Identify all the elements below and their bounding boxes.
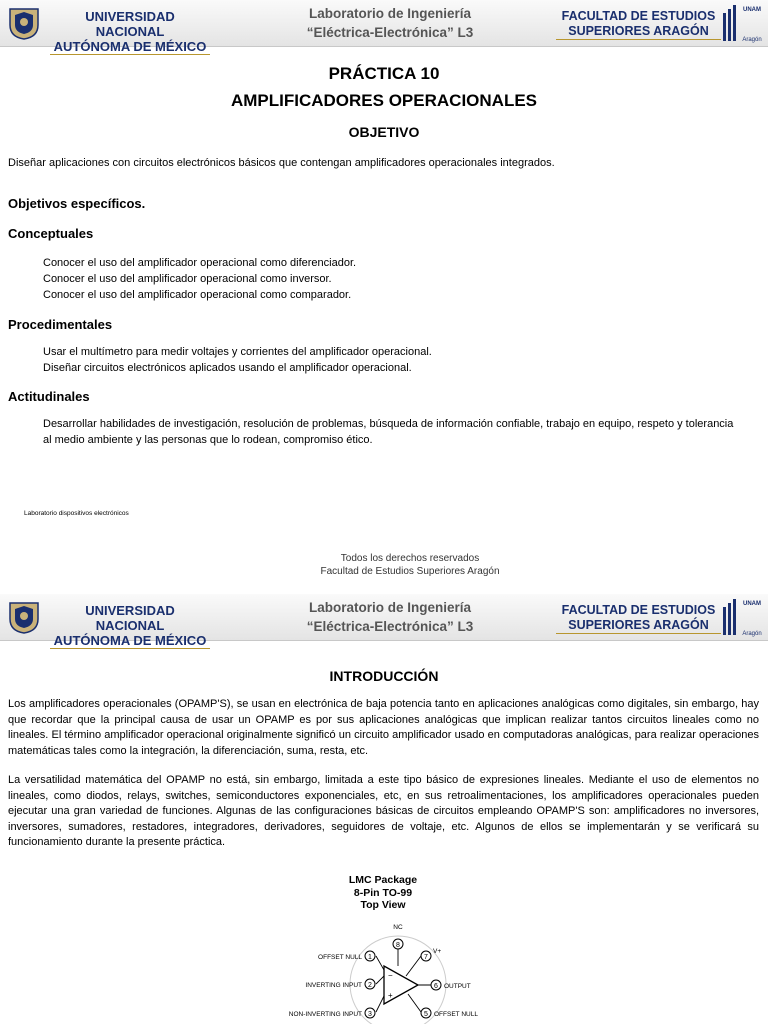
university-name	[50, 9, 210, 55]
fes-aragon-logo	[722, 3, 766, 43]
rights-line2: Facultad de Estudios Superiores Aragón	[320, 566, 500, 577]
pin-2-number: 2	[368, 982, 372, 989]
pin-inverting-label: INVERTING INPUT	[305, 982, 362, 989]
procedural-heading: Procedimentales	[8, 317, 113, 332]
pin-6-number: 6	[434, 983, 438, 990]
page2-header-banner	[0, 594, 768, 648]
list-item: Conocer el uso del amplificador operacional como inversor.	[43, 273, 332, 285]
list-item: Conocer el uso del amplificador operacional como comparador.	[43, 289, 352, 301]
faculty-name	[556, 9, 721, 40]
unam-crest-icon	[6, 599, 42, 635]
footer-note: Laboratorio dispositivos electrónicos	[24, 510, 129, 517]
fes-aragon-logo	[722, 597, 766, 637]
package-line3: Top View	[360, 899, 406, 911]
fes-logo-top-text: UNAM	[743, 601, 761, 607]
intro-paragraph-1: Los amplificadores operacionales (OPAMP'S), se usan en electrónica de baja potencia tanto en aplicaciones analógicas como digitales, sin embargo, hay que recordar que la principal causa de usar un OPAMP es por sus aplicaciones analógicas que implican realizar tantos circuitos lineales como no lineales. El término amplificador operacional originalmente significó un circuito amplificador usado en computadoras analógicas, para realizar operaciones matemáticas tales como la integración, la diferenciación, suma, resta, etc.	[8, 698, 759, 757]
package-caption	[320, 874, 446, 912]
rights-notice	[250, 552, 570, 578]
attitudinal-heading: Actitudinales	[8, 389, 90, 404]
list-item: Usar el multímetro para medir voltajes y corrientes del amplificador operacional.	[43, 346, 432, 358]
lab-title-line2: “Eléctrica-Electrónica” L3	[306, 25, 474, 40]
practice-number: PRÁCTICA 10	[328, 64, 440, 83]
pin-8-number: 8	[396, 942, 400, 949]
pin-nc-label: NC	[393, 924, 403, 931]
minus-sign: −	[388, 971, 393, 980]
opamp-pinout-diagram	[278, 920, 488, 1024]
faculty-line1: FACULTAD DE ESTUDIOS	[561, 9, 716, 23]
university-name	[50, 603, 210, 649]
pin-5-number: 5	[424, 1011, 428, 1018]
procedural-list	[43, 344, 432, 376]
specific-objectives-heading: Objetivos específicos.	[8, 196, 146, 211]
pin-output-label: OUTPUT	[444, 983, 471, 990]
university-line2: AUTÓNOMA DE MÉXICO	[50, 39, 210, 55]
pin-3-number: 3	[368, 1011, 372, 1018]
conceptual-list	[43, 255, 356, 303]
lab-title-line1: Laboratorio de Ingeniería	[308, 600, 472, 615]
university-line1: UNIVERSIDAD NACIONAL	[85, 603, 175, 633]
pin-offset-null-right-label: OFFSET NULL	[434, 1011, 478, 1018]
page1-header-banner	[0, 0, 768, 54]
pin-vplus-label: V+	[433, 948, 442, 955]
intro-paragraph-2: La versatilidad matemática del OPAMP no está, sin embargo, limitada a este tipo básico de expresiones lineales. Mediante el uso de elementos no lineales, como diodos, relays, switches, semiconductores exponenciales, etc, en sus retroalimentaciones, los amplificadores operacionales pueden ejecutar una gran variedad de funciones. Algunas de las configuraciones básicas de circuitos empleando OPAMP'S son: amplificadores no inversores, inversores, sumadores, restadores, integradores, derivadores, seguidores de voltaje, etc. Algunos de ellos se implementarán y se verificará su funcionamiento durante la presente práctica.	[8, 774, 759, 848]
list-item: Diseñar circuitos electrónicos aplicados usando el amplificador operacional.	[43, 362, 412, 374]
unam-crest-icon	[6, 5, 42, 41]
rights-line1: Todos los derechos reservados	[340, 553, 480, 564]
lab-title	[270, 4, 510, 42]
pin-1-number: 1	[368, 954, 372, 961]
lab-title	[270, 598, 510, 636]
pin-offset-null-left-label: OFFSET NULL	[318, 954, 362, 961]
fes-logo-bottom-text: Aragón	[742, 37, 762, 43]
plus-sign: +	[388, 991, 393, 1000]
pin-non-inverting-label: NON-INVERTING INPUT	[288, 1011, 362, 1018]
objective-heading: OBJETIVO	[348, 124, 420, 140]
fes-logo-bottom-text: Aragón	[742, 631, 762, 637]
university-line2: AUTÓNOMA DE MÉXICO	[50, 633, 210, 649]
list-item: Conocer el uso del amplificador operacional como diferenciador.	[43, 257, 357, 269]
conceptual-heading: Conceptuales	[8, 226, 94, 241]
lab-title-line2: “Eléctrica-Electrónica” L3	[306, 619, 474, 634]
package-line2: 8-Pin TO-99	[353, 886, 413, 899]
practice-title: AMPLIFICADORES OPERACIONALES	[230, 91, 538, 110]
faculty-line2: SUPERIORES ARAGÓN	[556, 618, 721, 634]
attitudinal-text: Desarrollar habilidades de investigación, resolución de problemas, búsqueda de información confiable, trabajo en equipo, respeto y tolerancia al medio ambiente y las personas que lo rodean, compromiso ético.	[43, 418, 734, 446]
faculty-line1: FACULTAD DE ESTUDIOS	[561, 603, 716, 617]
pin-7-number: 7	[424, 954, 428, 961]
introduction-heading: INTRODUCCIÓN	[329, 668, 439, 684]
lab-title-line1: Laboratorio de Ingeniería	[308, 6, 472, 21]
university-line1: UNIVERSIDAD NACIONAL	[85, 9, 175, 39]
fes-logo-top-text: UNAM	[743, 7, 761, 13]
objective-text: Diseñar aplicaciones con circuitos electrónicos básicos que contengan amplificadores operacionales integrados.	[8, 157, 555, 169]
faculty-line2: SUPERIORES ARAGÓN	[556, 24, 721, 40]
package-line1: LMC Package	[348, 874, 418, 886]
faculty-name	[556, 603, 721, 634]
